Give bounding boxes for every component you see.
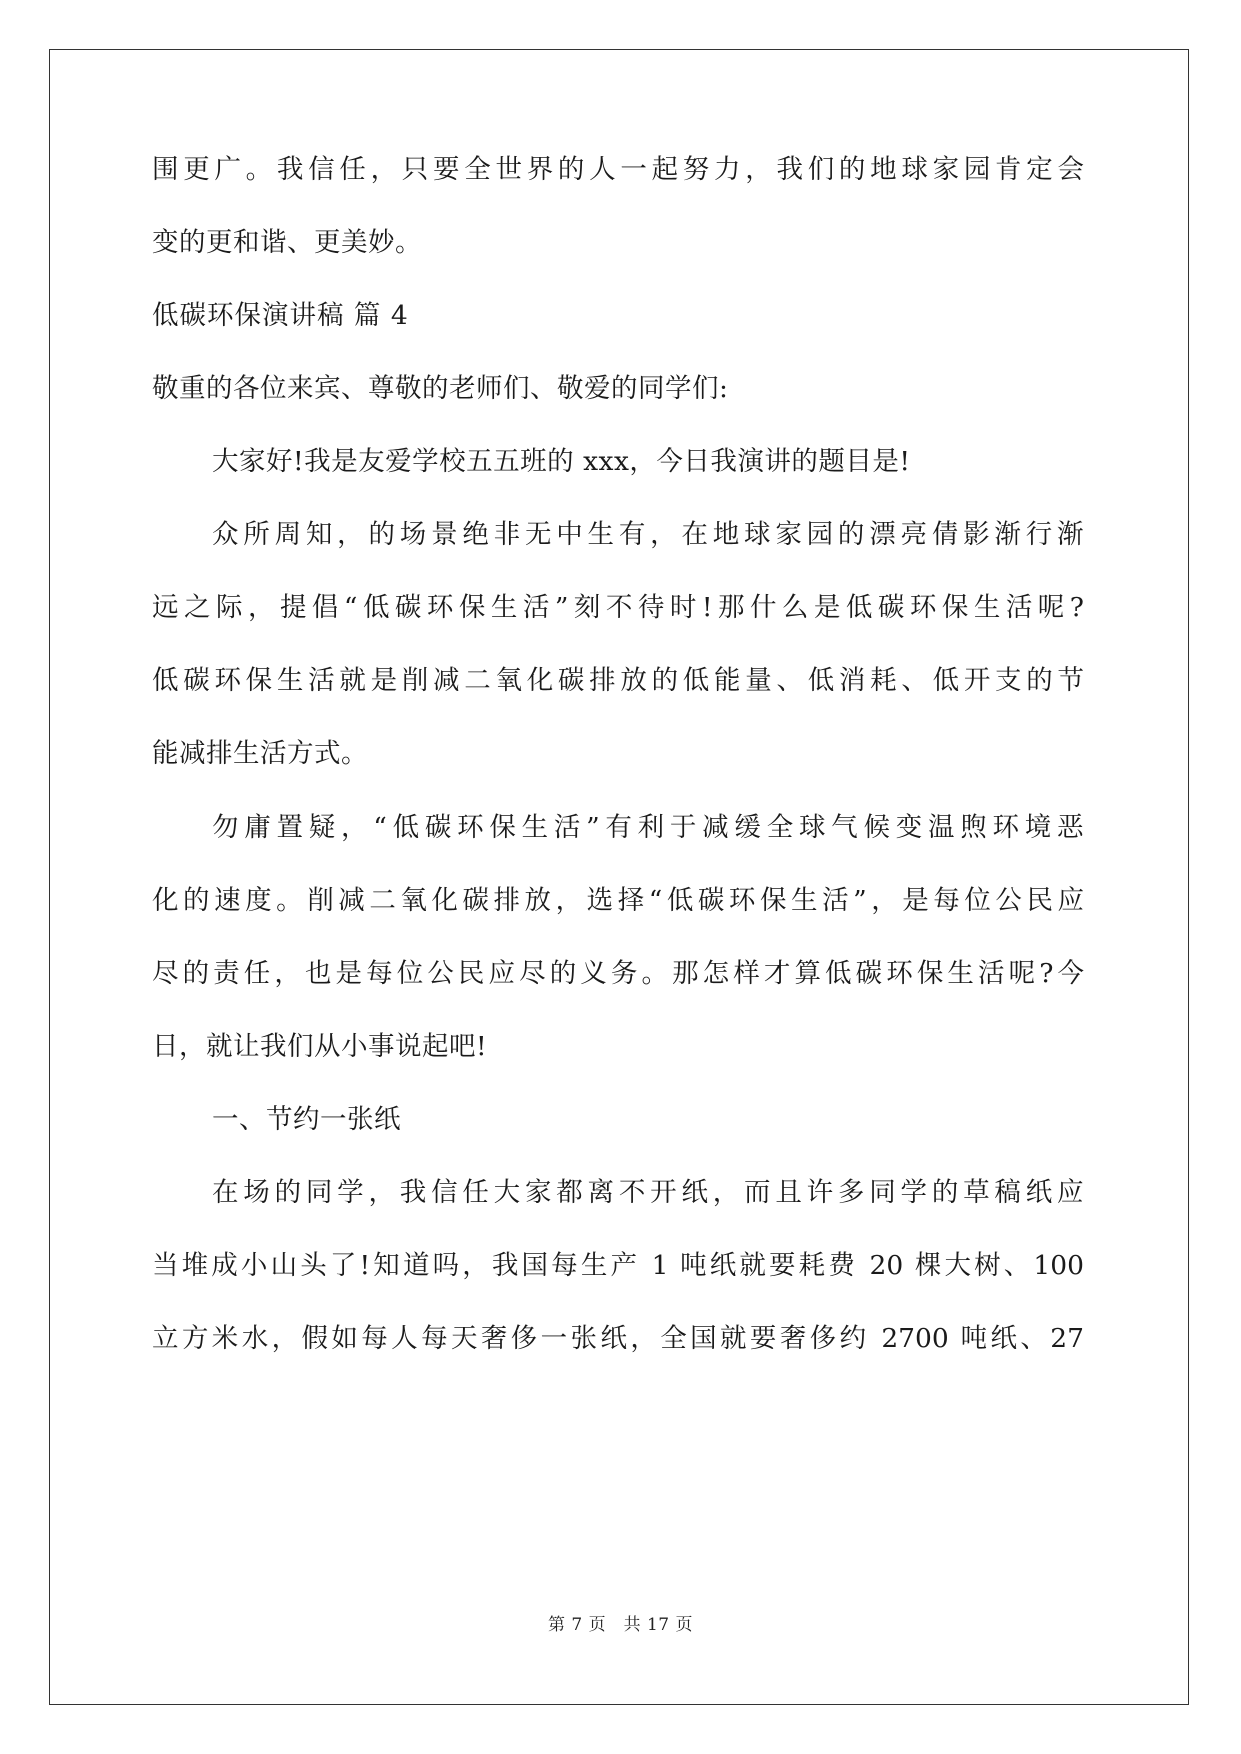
subheading: 一、节约一张纸 <box>212 1104 401 1135</box>
text-line: 低碳环保生活就是削减二氧化碳排放的低能量、低消耗、低开支的节 <box>152 665 1084 696</box>
text-line: 勿庸置疑，“低碳环保生活”有利于减缓全球气候变温煦环境恶 <box>212 812 1084 843</box>
text-line: 围更广。我信任，只要全世界的人一起努力，我们的地球家园肯定会 <box>152 154 1084 185</box>
text-line: 众所周知，的场景绝非无中生有，在地球家园的漂亮倩影渐行渐 <box>212 519 1084 550</box>
salutation: 敬重的各位来宾、尊敬的老师们、敬爱的同学们: <box>152 373 729 404</box>
page-number-footer: 第 7 页 共 17 页 <box>547 1615 694 1635</box>
text-line: 大家好!我是友爱学校五五班的 xxx，今日我演讲的题目是! <box>212 446 911 477</box>
text-line: 尽的责任，也是每位公民应尽的义务。那怎样才算低碳环保生活呢?今 <box>152 958 1084 989</box>
text-line: 变的更和谐、更美妙。 <box>152 227 422 258</box>
section-heading: 低碳环保演讲稿 篇 4 <box>152 300 409 331</box>
text-line: 在场的同学，我信任大家都离不开纸，而且许多同学的草稿纸应 <box>212 1177 1084 1208</box>
text-line: 当堆成小山头了!知道吗，我国每生产 1 吨纸就要耗费 20 棵大树、100 <box>152 1250 1084 1281</box>
page-border <box>49 49 1189 1705</box>
text-line: 远之际，提倡“低碳环保生活”刻不待时!那什么是低碳环保生活呢? <box>152 592 1084 623</box>
text-line: 立方米水，假如每人每天奢侈一张纸，全国就要奢侈约 2700 吨纸、27 <box>152 1323 1084 1354</box>
text-line: 能减排生活方式。 <box>152 738 368 769</box>
text-line: 日，就让我们从小事说起吧! <box>152 1031 488 1062</box>
text-line: 化的速度。削减二氧化碳排放，选择“低碳环保生活”，是每位公民应 <box>152 885 1084 916</box>
